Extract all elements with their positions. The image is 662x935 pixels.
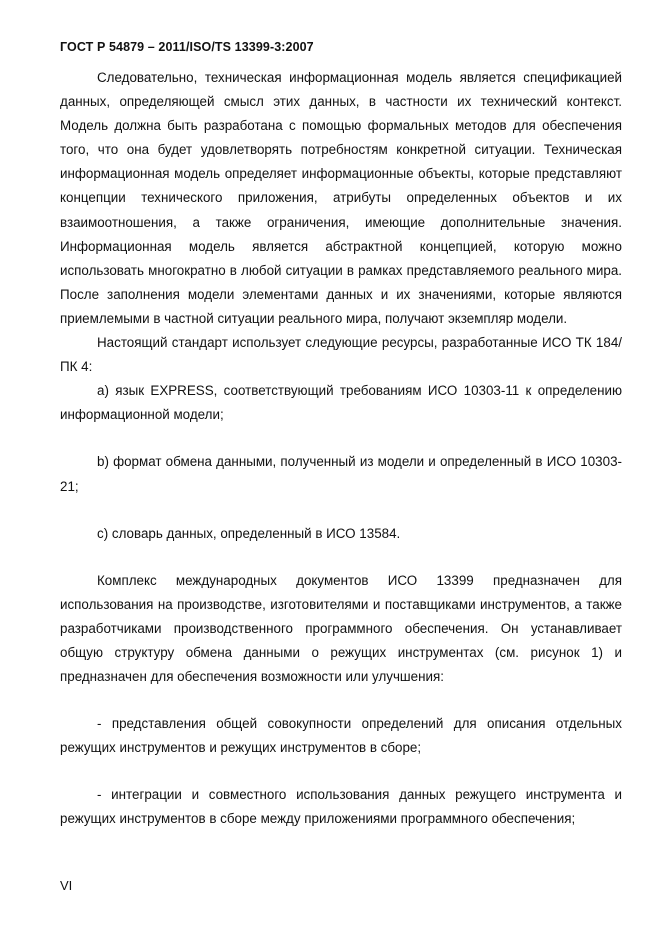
paragraph-resources-intro: Настоящий стандарт использует следующие ресурсы, разработанные ИСО ТК 184/ПК 4: bbox=[60, 335, 622, 375]
page-number: VI bbox=[60, 878, 73, 893]
list-item-exchange-format: b) формат обмена данными, полученный из модели и определенный в ИСО 10303-21; bbox=[60, 454, 622, 494]
document-body bbox=[60, 66, 622, 832]
list-item-express: a) язык EXPRESS, соответствующий требованиям ИСО 10303-11 к определению информационной модели; bbox=[60, 383, 622, 423]
bullet-definitions: - представления общей совокупности определений для описания отдельных режущих инструментов и режущих инструментов в сборе; bbox=[60, 716, 622, 756]
document-header: ГОСТ Р 54879 – 2011/ISO/TS 13399-3:2007 bbox=[60, 40, 314, 54]
paragraph-iso-13399-purpose: Комплекс международных документов ИСО 13399 предназначен для использования на производстве, изготовителями и поставщиками инструментов, а также разработчиками производственного программного обеспечения. Он устанавливает общую структуру обмена данными о режущих инструментах (см. рисунок 1) и предназначен для обеспечения возможности или улучшения: bbox=[60, 572, 622, 685]
list-item-dictionary: c) словарь данных, определенный в ИСО 13584. bbox=[97, 525, 401, 541]
bullet-integration: - интеграции и совместного использования данных режущего инструмента и режущих инструментов в сборе между приложениями программного обеспечения; bbox=[60, 787, 622, 827]
paragraph-information-model: Следовательно, техническая информационная модель является спецификацией данных, определяющей смысл этих данных, в частности их технический контекст. Модель должна быть разработана с помощью формальных методов для обеспечения того, что она будет удовлетворять потребностям конкретной ситуации. Техническая информационная модель определяет информационные объекты, которые представляют концепции технического приложения, атрибуты определенных объектов и их взаимоотношения, а также ограничения, имеющие дополнительные значения. Информационная модель является абстрактной концепцией, которую можно использовать многократно в любой ситуации в рамках представляемого реального мира. После заполнения модели элементами данных и их значениями, которые являются приемлемыми в частной ситуации реального мира, получают экземпляр модели. bbox=[60, 70, 622, 326]
